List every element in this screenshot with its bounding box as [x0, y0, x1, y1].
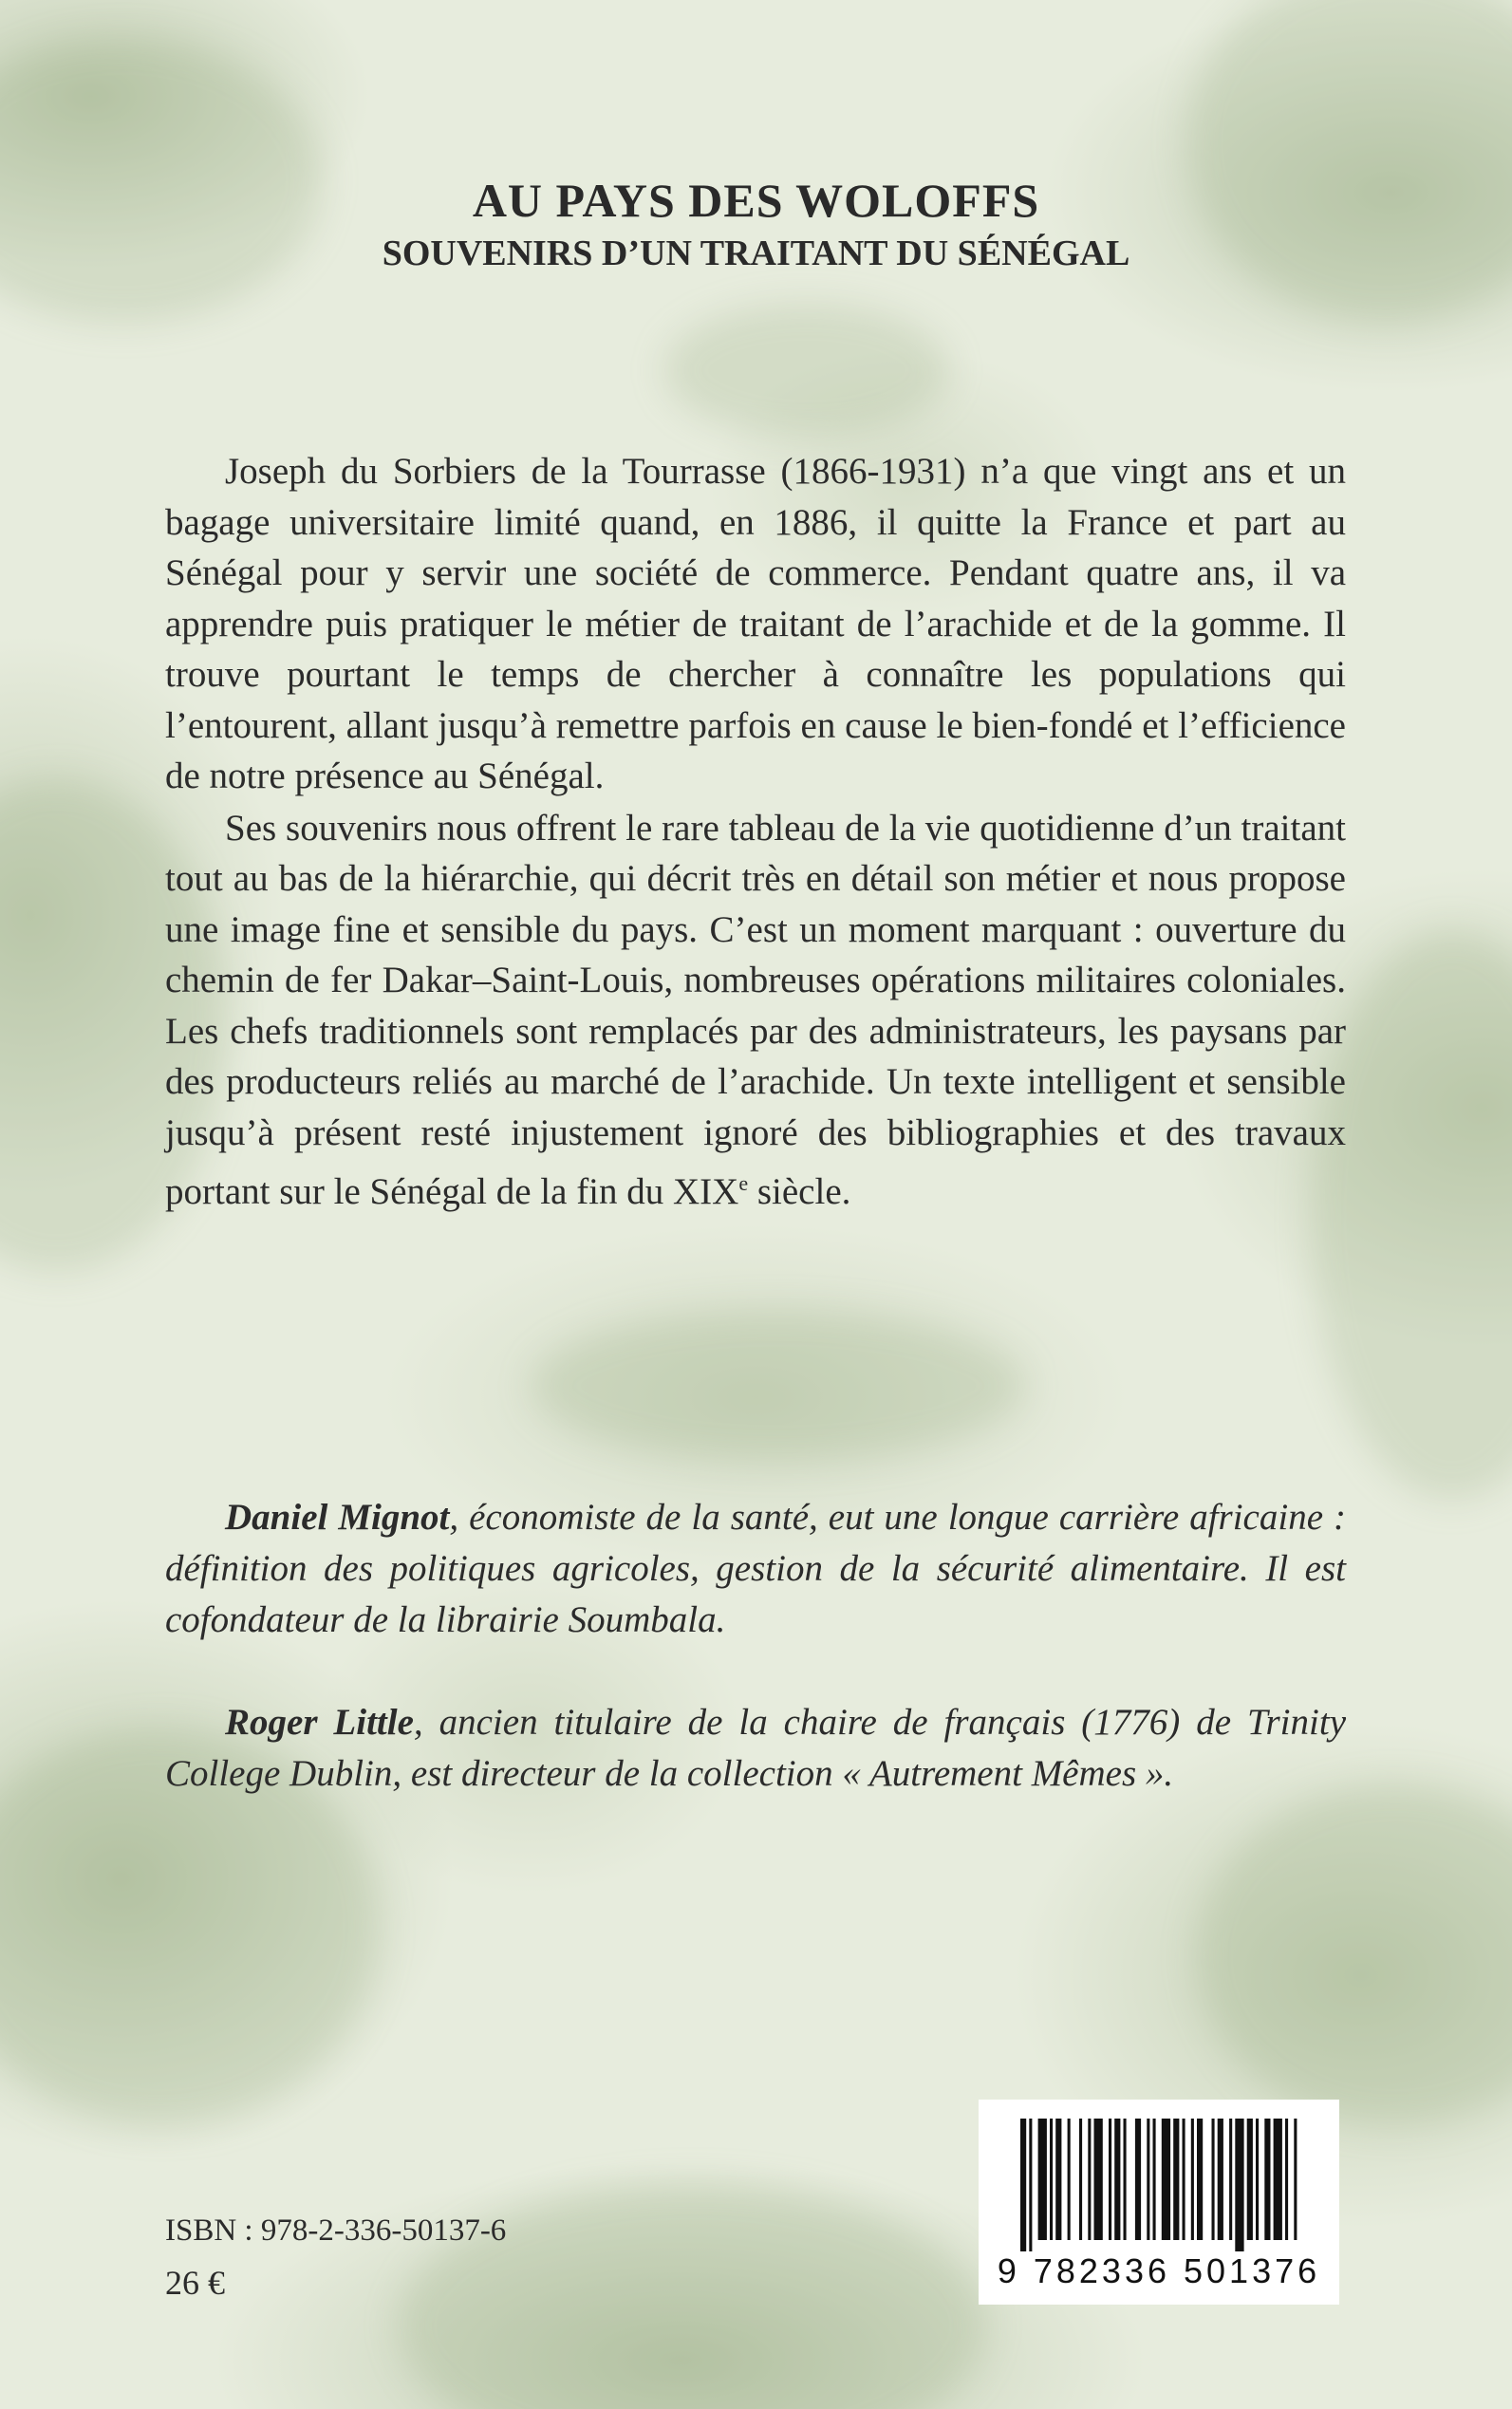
barcode-bar [1029, 2119, 1032, 2251]
author-name: Roger Little [225, 1702, 414, 1743]
author-bio-mignot [165, 1492, 1346, 1646]
isbn: ISBN : 978-2-336-50137-6 [165, 2213, 507, 2248]
barcode-bar [1068, 2119, 1071, 2240]
barcode-bar [1094, 2119, 1103, 2240]
author-name: Daniel Mignot [225, 1497, 450, 1538]
barcode-bar [1088, 2119, 1091, 2240]
barcode-bar [1050, 2119, 1053, 2240]
barcode-bar [1212, 2119, 1215, 2240]
barcode-bar [1147, 2119, 1149, 2240]
barcode-bar [1247, 2119, 1253, 2240]
barcode-bar [1218, 2119, 1223, 2240]
book-description [165, 446, 1346, 1218]
description-paragraph-2-end: siècle. [748, 1171, 851, 1212]
barcode-bar [1235, 2119, 1243, 2251]
book-subtitle: SOUVENIRS D’UN TRAITANT DU SÉNÉGAL [382, 233, 1130, 273]
barcode-bar [1197, 2119, 1203, 2240]
author-bios [165, 1492, 1346, 1800]
barcode-bar [1183, 2119, 1185, 2240]
barcode-bar [1079, 2119, 1082, 2240]
barcode-bar [1191, 2119, 1194, 2240]
barcode-bar [1038, 2119, 1047, 2240]
barcode-bar [1229, 2119, 1232, 2240]
description-paragraph-2 [165, 803, 1346, 1218]
barcode-bar [1020, 2119, 1026, 2251]
author-bio-text: , ancien titulaire de la chaire de français (1776) de Trinity College Dublin, est directeur de la collection « Autrement Mêmes ». [165, 1702, 1346, 1794]
superscript-e: e [738, 1171, 749, 1195]
barcode [979, 2100, 1339, 2305]
book-title: AU PAYS DES WOLOFFS [472, 174, 1040, 227]
barcode-bar [1256, 2119, 1259, 2240]
barcode-bar [1285, 2119, 1288, 2240]
barcode-bar [1135, 2119, 1141, 2240]
author-bio-text: , économiste de la santé, eut une longue carrière africaine : définition des politiques agricoles, gestion de la sécurité alimentaire. Il est cofondateur de la librairie Soumbala. [165, 1497, 1346, 1640]
price: 26 € [165, 2264, 225, 2302]
description-paragraph-2-main: Ses souvenirs nous offrent le rare tableau de la vie quotidienne d’un traitant tout au bas de la hiérarchie, qui décrit très en détail son métier et nous propose une image fine et sensible du pays. C’est un moment marquant : ouverture du chemin de fer Dakar–Saint-Louis, nombreuses opérations militaires coloniales. Les chefs traditionnels sont remplacés par des administrateurs, les paysans par des producteurs reliés au marché de l’arachide. Un texte intelligent et sensible jusqu’à présent resté injustement ignoré des bibliographies et des travaux portant sur le Sénégal de la fin du XIX [165, 807, 1346, 1212]
barcode-bar [1162, 2119, 1170, 2240]
barcode-bar [1294, 2119, 1297, 2240]
barcode-bar [1124, 2119, 1127, 2240]
barcode-bar [1109, 2119, 1111, 2240]
barcode-bar [1153, 2119, 1156, 2240]
barcode-bar [1274, 2119, 1282, 2240]
barcode-bar [1173, 2119, 1179, 2240]
barcode-bar [1114, 2119, 1120, 2240]
barcode-bar [1055, 2119, 1061, 2240]
barcode-digits: 9 782336 501376 [997, 2251, 1321, 2290]
description-paragraph-1: Joseph du Sorbiers de la Tourrasse (1866-1931) n’a que vingt ans et un bagage universitaire limité quand, en 1886, il quitte la France et part au Sénégal pour y servir une société de commerce. Pendant quatre ans, il va apprendre puis pratiquer le métier de traitant de l’arachide et de la gomme. Il trouve pourtant le temps de chercher à connaître les populations qui l’entourent, allant jusqu’à remettre parfois en cause le bien-fondé et l’efficience de notre présence au Sénégal. [165, 451, 1346, 796]
barcode-bar [1264, 2119, 1270, 2240]
barcode-bars-icon [1020, 2119, 1297, 2251]
author-bio-little [165, 1697, 1346, 1800]
title-block [0, 171, 1512, 277]
